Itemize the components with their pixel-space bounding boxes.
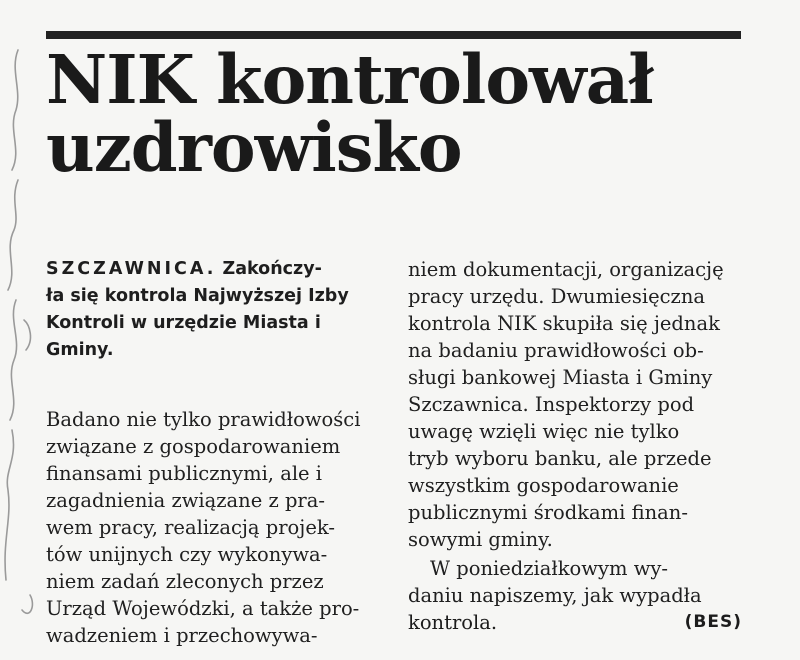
final-line [408,609,742,636]
closing-paragraph [408,555,742,609]
lead-paragraph [46,256,382,364]
body-line: zagadnienia związane z pra- [46,489,325,512]
headline [46,40,746,187]
lead-line: Zakończy- [216,259,322,279]
handwritten-note [0,20,48,640]
body-line: publicznymi środkami finan- [408,501,688,524]
body-line: Badano nie tylko prawidłowości [46,408,361,431]
body-line: uwagę wzięli więc nie tylko [408,420,680,443]
body-line: sługi bankowej Miasta i Gminy [408,366,713,389]
body-line: związane z gospodarowaniem [46,435,341,458]
dateline: SZCZAWNICA. [46,259,217,279]
body-line: Urząd Wojewódzki, a także pro- [46,597,360,620]
lead-line: Kontroli w urzędzie Miasta i [46,313,321,333]
author-initials: (BES) [684,612,742,632]
body-line: finansami publicznymi, ale i [46,462,323,485]
body-line: kontrola NIK skupiła się jednak [408,312,720,335]
right-column [408,256,742,636]
body-line: tryb wyboru banku, ale przede [408,447,712,470]
body-line: wszystkim gospodarowanie [408,474,679,497]
body-line: wadzeniem i przechowywa- [46,624,318,647]
body-line: sowymi gminy. [408,528,553,551]
body-line: tów unijnych czy wykonywa- [46,543,328,566]
headline-line-1: NIK kontrolował [46,40,653,119]
body-paragraph-right [408,256,742,553]
body-line: wem pracy, realizacją projek- [46,516,335,539]
body-paragraph-left [46,406,382,649]
body-line: pracy urzędu. Dwumiesięczna [408,285,706,308]
headline-line-2: uzdrowisko [46,108,462,187]
closing-line: daniu napiszemy, jak wypadła [408,584,702,607]
lead-line: ła się kontrola Najwyższej Izby [46,286,349,306]
lead-line: Gminy. [46,340,114,360]
body-line: niem zadań zleconych przez [46,570,324,593]
headline-rule [46,31,741,39]
body-line: na badaniu prawidłowości ob- [408,339,704,362]
final-word: kontrola. [408,611,498,634]
body-line: niem dokumentacji, organizację [408,258,724,281]
closing-line: W poniedziałkowym wy- [430,557,668,580]
body-line: Szczawnica. Inspektorzy pod [408,393,695,416]
left-column [46,256,382,649]
